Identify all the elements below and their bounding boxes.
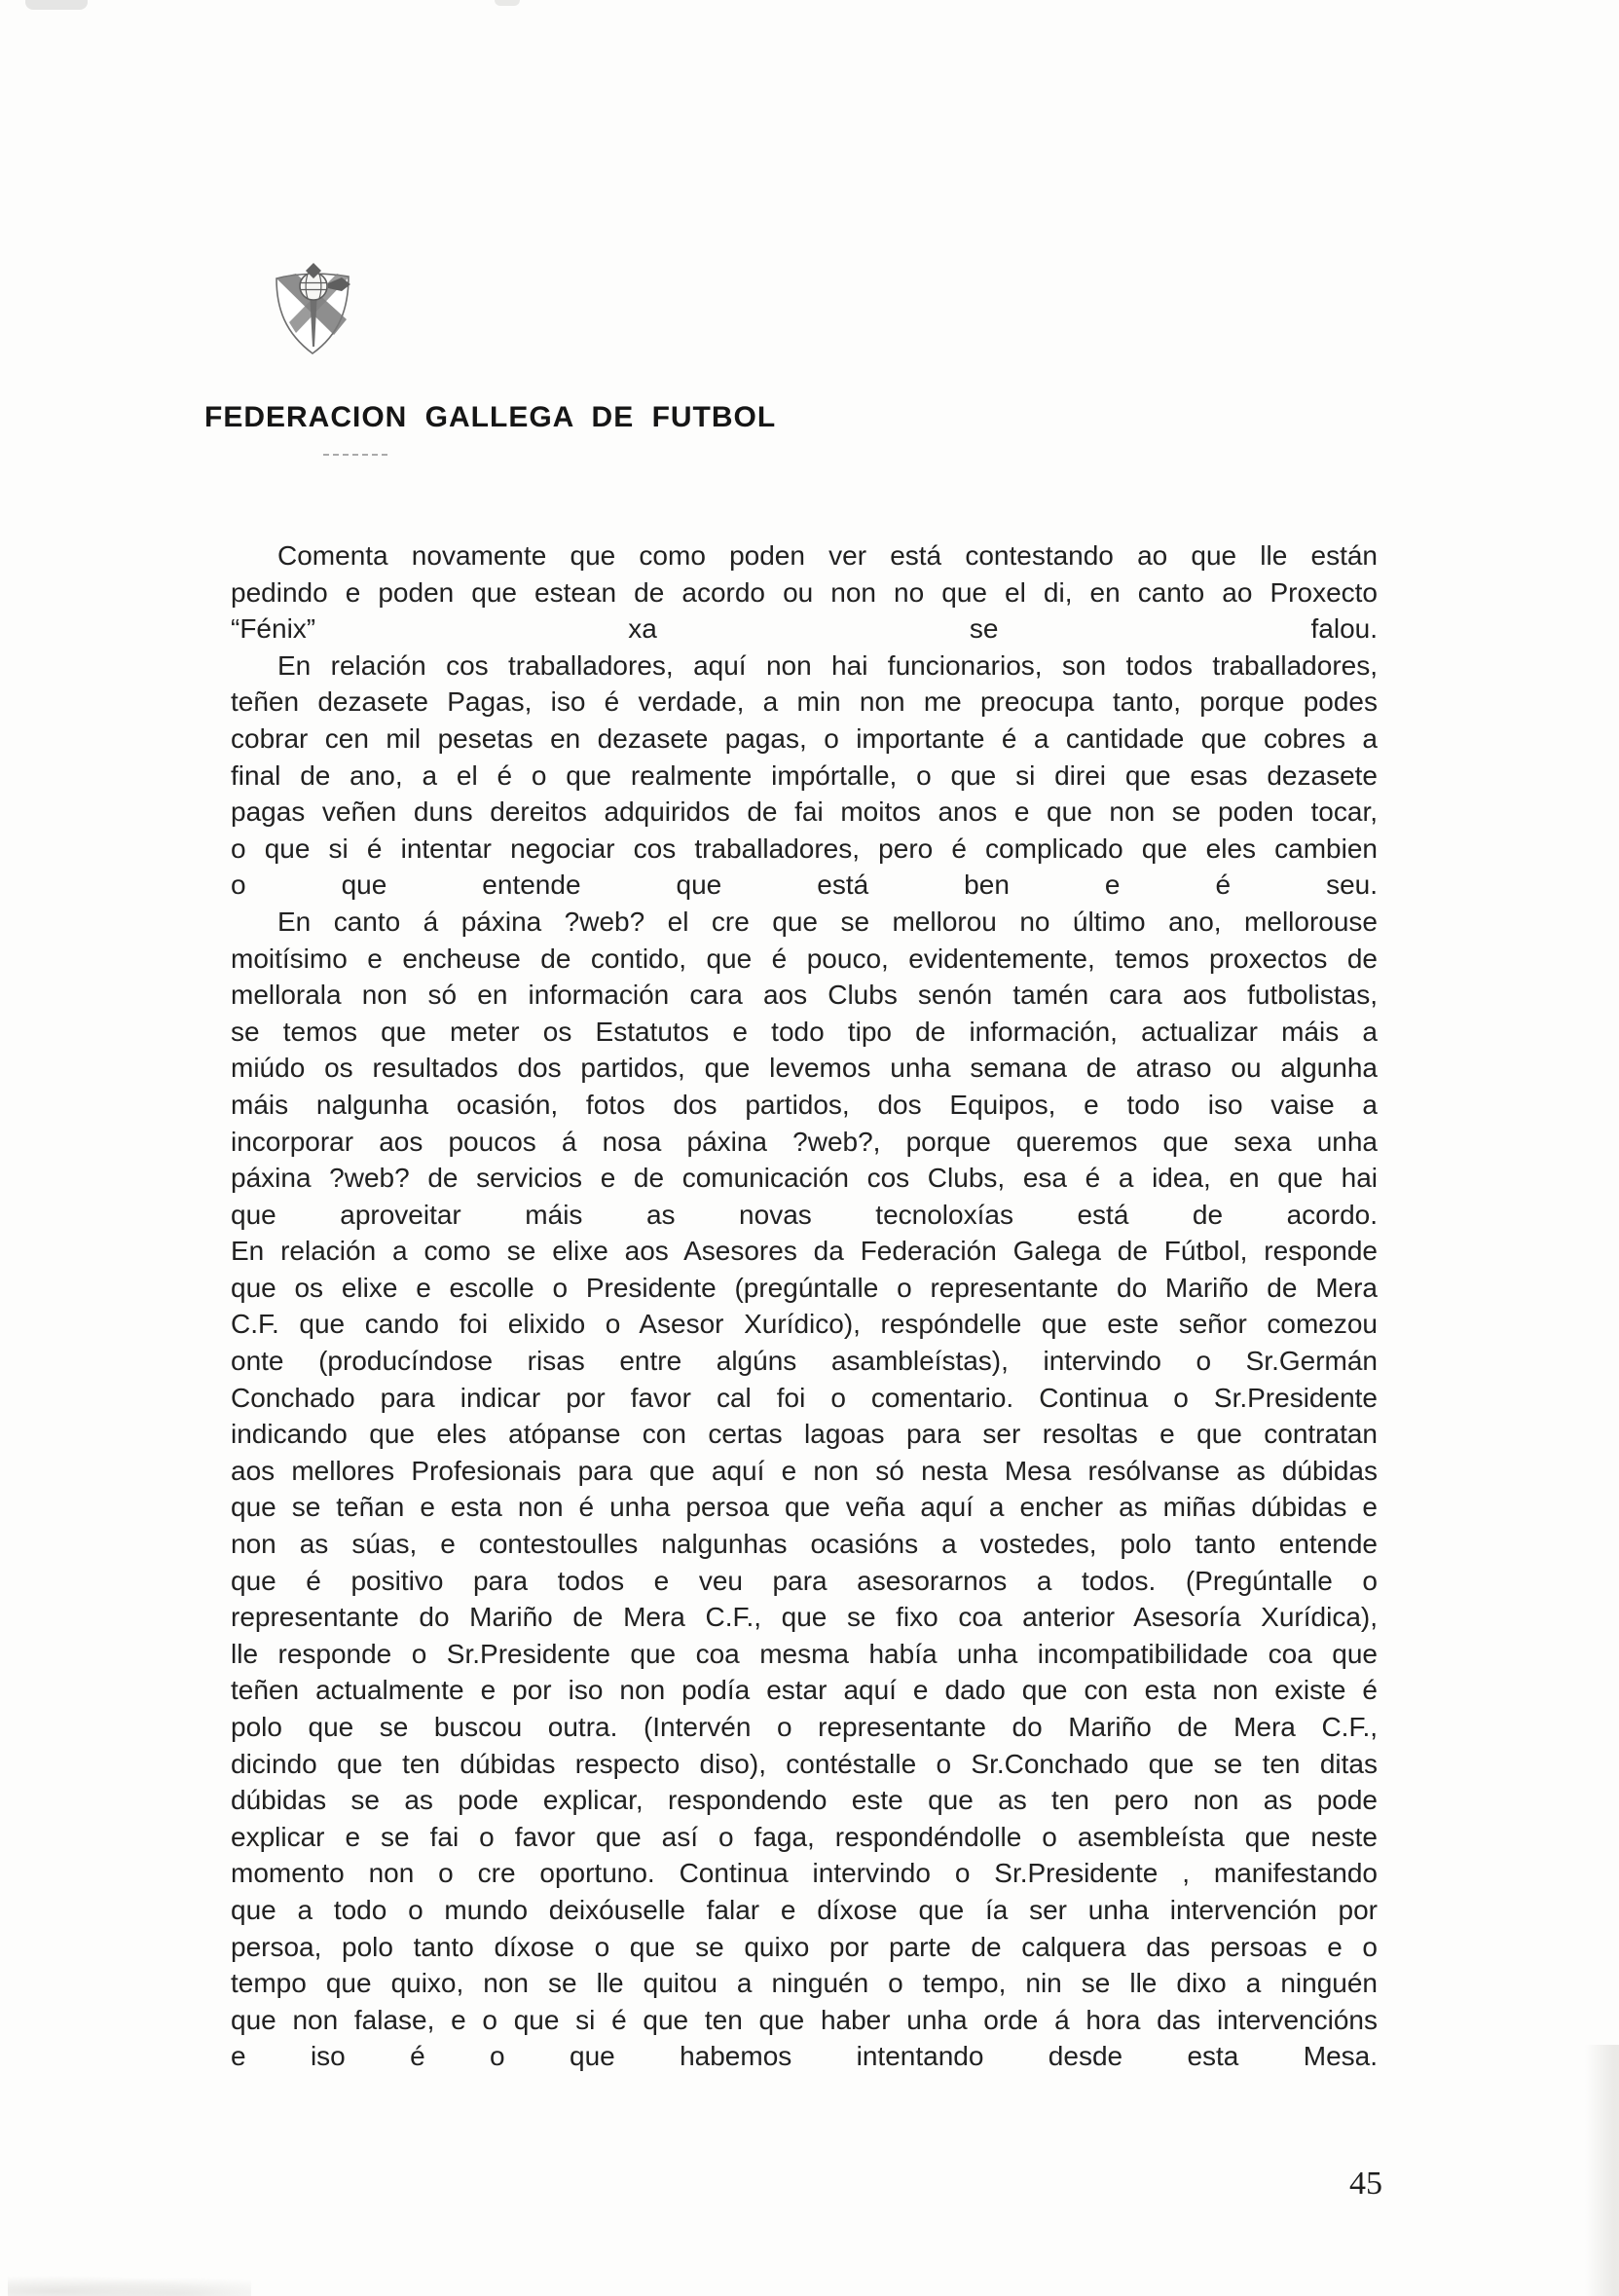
text-line: que se teñan e esta non é unha persoa que veña aquí a encher as miñas dúbidas e (231, 1492, 1378, 1523)
text-line: final de ano, a el é o que realmente impórtalle, o que si direi que esas dezasete (231, 759, 1378, 791)
text-line: que os elixe e escolle o Presidente (pregúntalle o representante do Mariño de Mera (231, 1272, 1378, 1303)
page-number: 45 (1349, 2166, 1382, 2202)
text-line: o que entende que está ben e é seu. (231, 870, 1378, 901)
text-line: “Fénix” xa se falou. (231, 613, 1378, 645)
text-line: persoa, polo tanto díxose o que se quixo por parte de calquera das persoas e o (231, 1931, 1378, 1962)
text-line: polo que se buscou outra. (Intervén o representante do Mariño de Mera C.F., (231, 1712, 1378, 1742)
text-line: o que si é intentar negociar cos traballadores, pero é complicado que eles cambien (231, 833, 1378, 864)
scan-artifact (1585, 2045, 1619, 2296)
text-line: aos mellores Profesionais para que aquí e non só nesta Mesa resólvanse as dúbidas (231, 1455, 1378, 1486)
text-line: moitísimo e encheuse de contido, que é pouco, evidentemente, temos proxectos de (231, 943, 1378, 974)
text-line: lle responde o Sr.Presidente que coa mesma había unha incompatibilidade coa que (231, 1638, 1378, 1669)
text-line: pedindo e poden que estean de acordo ou non no que el di, en canto ao Proxecto (231, 576, 1378, 608)
text-line: representante do Mariño de Mera C.F., que se fixo coa anterior Asesoría Xurídica), (231, 1602, 1378, 1633)
document-body (231, 537, 1378, 2075)
text-line: que non falase, e o que si é que ten que haber unha orde á hora das intervencións (231, 2004, 1378, 2035)
text-line: que a todo o mundo deixóuselle falar e díxose que ía ser unha intervención por (231, 1894, 1378, 1925)
text-line: máis nalgunha ocasión, fotos dos partidos, dos Equipos, e todo iso vaise a (231, 1089, 1378, 1120)
text-line: incorporar aos poucos á nosa páxina ?web?, porque queremos que sexa unha (231, 1126, 1378, 1157)
text-line: Comenta novamente que como poden ver está contestando ao que lle están (277, 540, 1378, 571)
text-line: En relación cos traballadores, aquí non hai funcionarios, son todos traballadores, (277, 649, 1378, 681)
text-line: explicar e se fai o favor que así o faga, respondéndolle o asembleísta que neste (231, 1821, 1378, 1852)
text-line: miúdo os resultados dos partidos, que levemos unha semana de atraso ou algunha (231, 1053, 1378, 1084)
text-line: tempo que quixo, non se lle quitou a ninguén o tempo, nin se lle dixo a ninguén (231, 1968, 1378, 1999)
text-line: mellorala non só en información cara aos Clubs senón tamén cara aos futbolistas, (231, 980, 1378, 1011)
text-line: onte (producíndose risas entre algúns asambleístas), intervindo o Sr.Germán (231, 1346, 1378, 1377)
text-line: C.F. que cando foi elixido o Asesor Xurídico), respóndelle que este señor comezou (231, 1309, 1378, 1340)
page-heading: FEDERACION GALLEGA DE FUTBOL (204, 401, 777, 433)
text-line: En canto á páxina ?web? el cre que se mellorou no último ano, mellorouse (277, 906, 1378, 937)
text-line: momento non o cre oportuno. Continua intervindo o Sr.Presidente , manifestando (231, 1858, 1378, 1889)
text-line: Conchado para indicar por favor cal foi o comentario. Continua o Sr.Presidente (231, 1382, 1378, 1413)
federation-crest-icon (269, 261, 356, 358)
text-line: e iso é o que habemos intentando desde esta Mesa. (231, 2041, 1378, 2072)
text-line: teñen actualmente e por iso non podía estar aquí e dado que con esta non existe é (231, 1675, 1378, 1706)
scan-artifact (8, 2273, 251, 2296)
scan-artifact (25, 0, 88, 10)
text-line: dicindo que ten dúbidas respecto diso), contéstalle o Sr.Conchado que se ten ditas (231, 1748, 1378, 1779)
text-line: que é positivo para todos e veu para asesorarnos a todos. (Pregúntalle o (231, 1565, 1378, 1596)
text-line: que aproveitar máis as novas tecnoloxías está de acordo. (231, 1199, 1378, 1230)
text-line: pagas veñen duns dereitos adquiridos de fai moitos anos e que non se poden tocar, (231, 796, 1378, 828)
text-line: En relación a como se elixe aos Asesores da Federación Galega de Fútbol, responde (231, 1236, 1378, 1267)
text-line: indicando que eles atópanse con certas lagoas para ser resoltas e que contratan (231, 1419, 1378, 1450)
heading-underline (323, 454, 387, 456)
scan-artifact (495, 0, 520, 6)
text-line: dúbidas se as pode explicar, respondendo este que as ten pero non as pode (231, 1785, 1378, 1816)
text-line: teñen dezasete Pagas, iso é verdade, a min non me preocupa tanto, porque podes (231, 686, 1378, 718)
text-line: cobrar cen mil pesetas en dezasete pagas, o importante é a cantidade que cobres a (231, 722, 1378, 754)
text-line: páxina ?web? de servicios e de comunicación cos Clubs, esa é a idea, en que hai (231, 1163, 1378, 1194)
text-line: non as súas, e contestoulles nalgunhas ocasións a vostedes, polo tanto entende (231, 1529, 1378, 1560)
text-line: se temos que meter os Estatutos e todo tipo de información, actualizar máis a (231, 1016, 1378, 1047)
